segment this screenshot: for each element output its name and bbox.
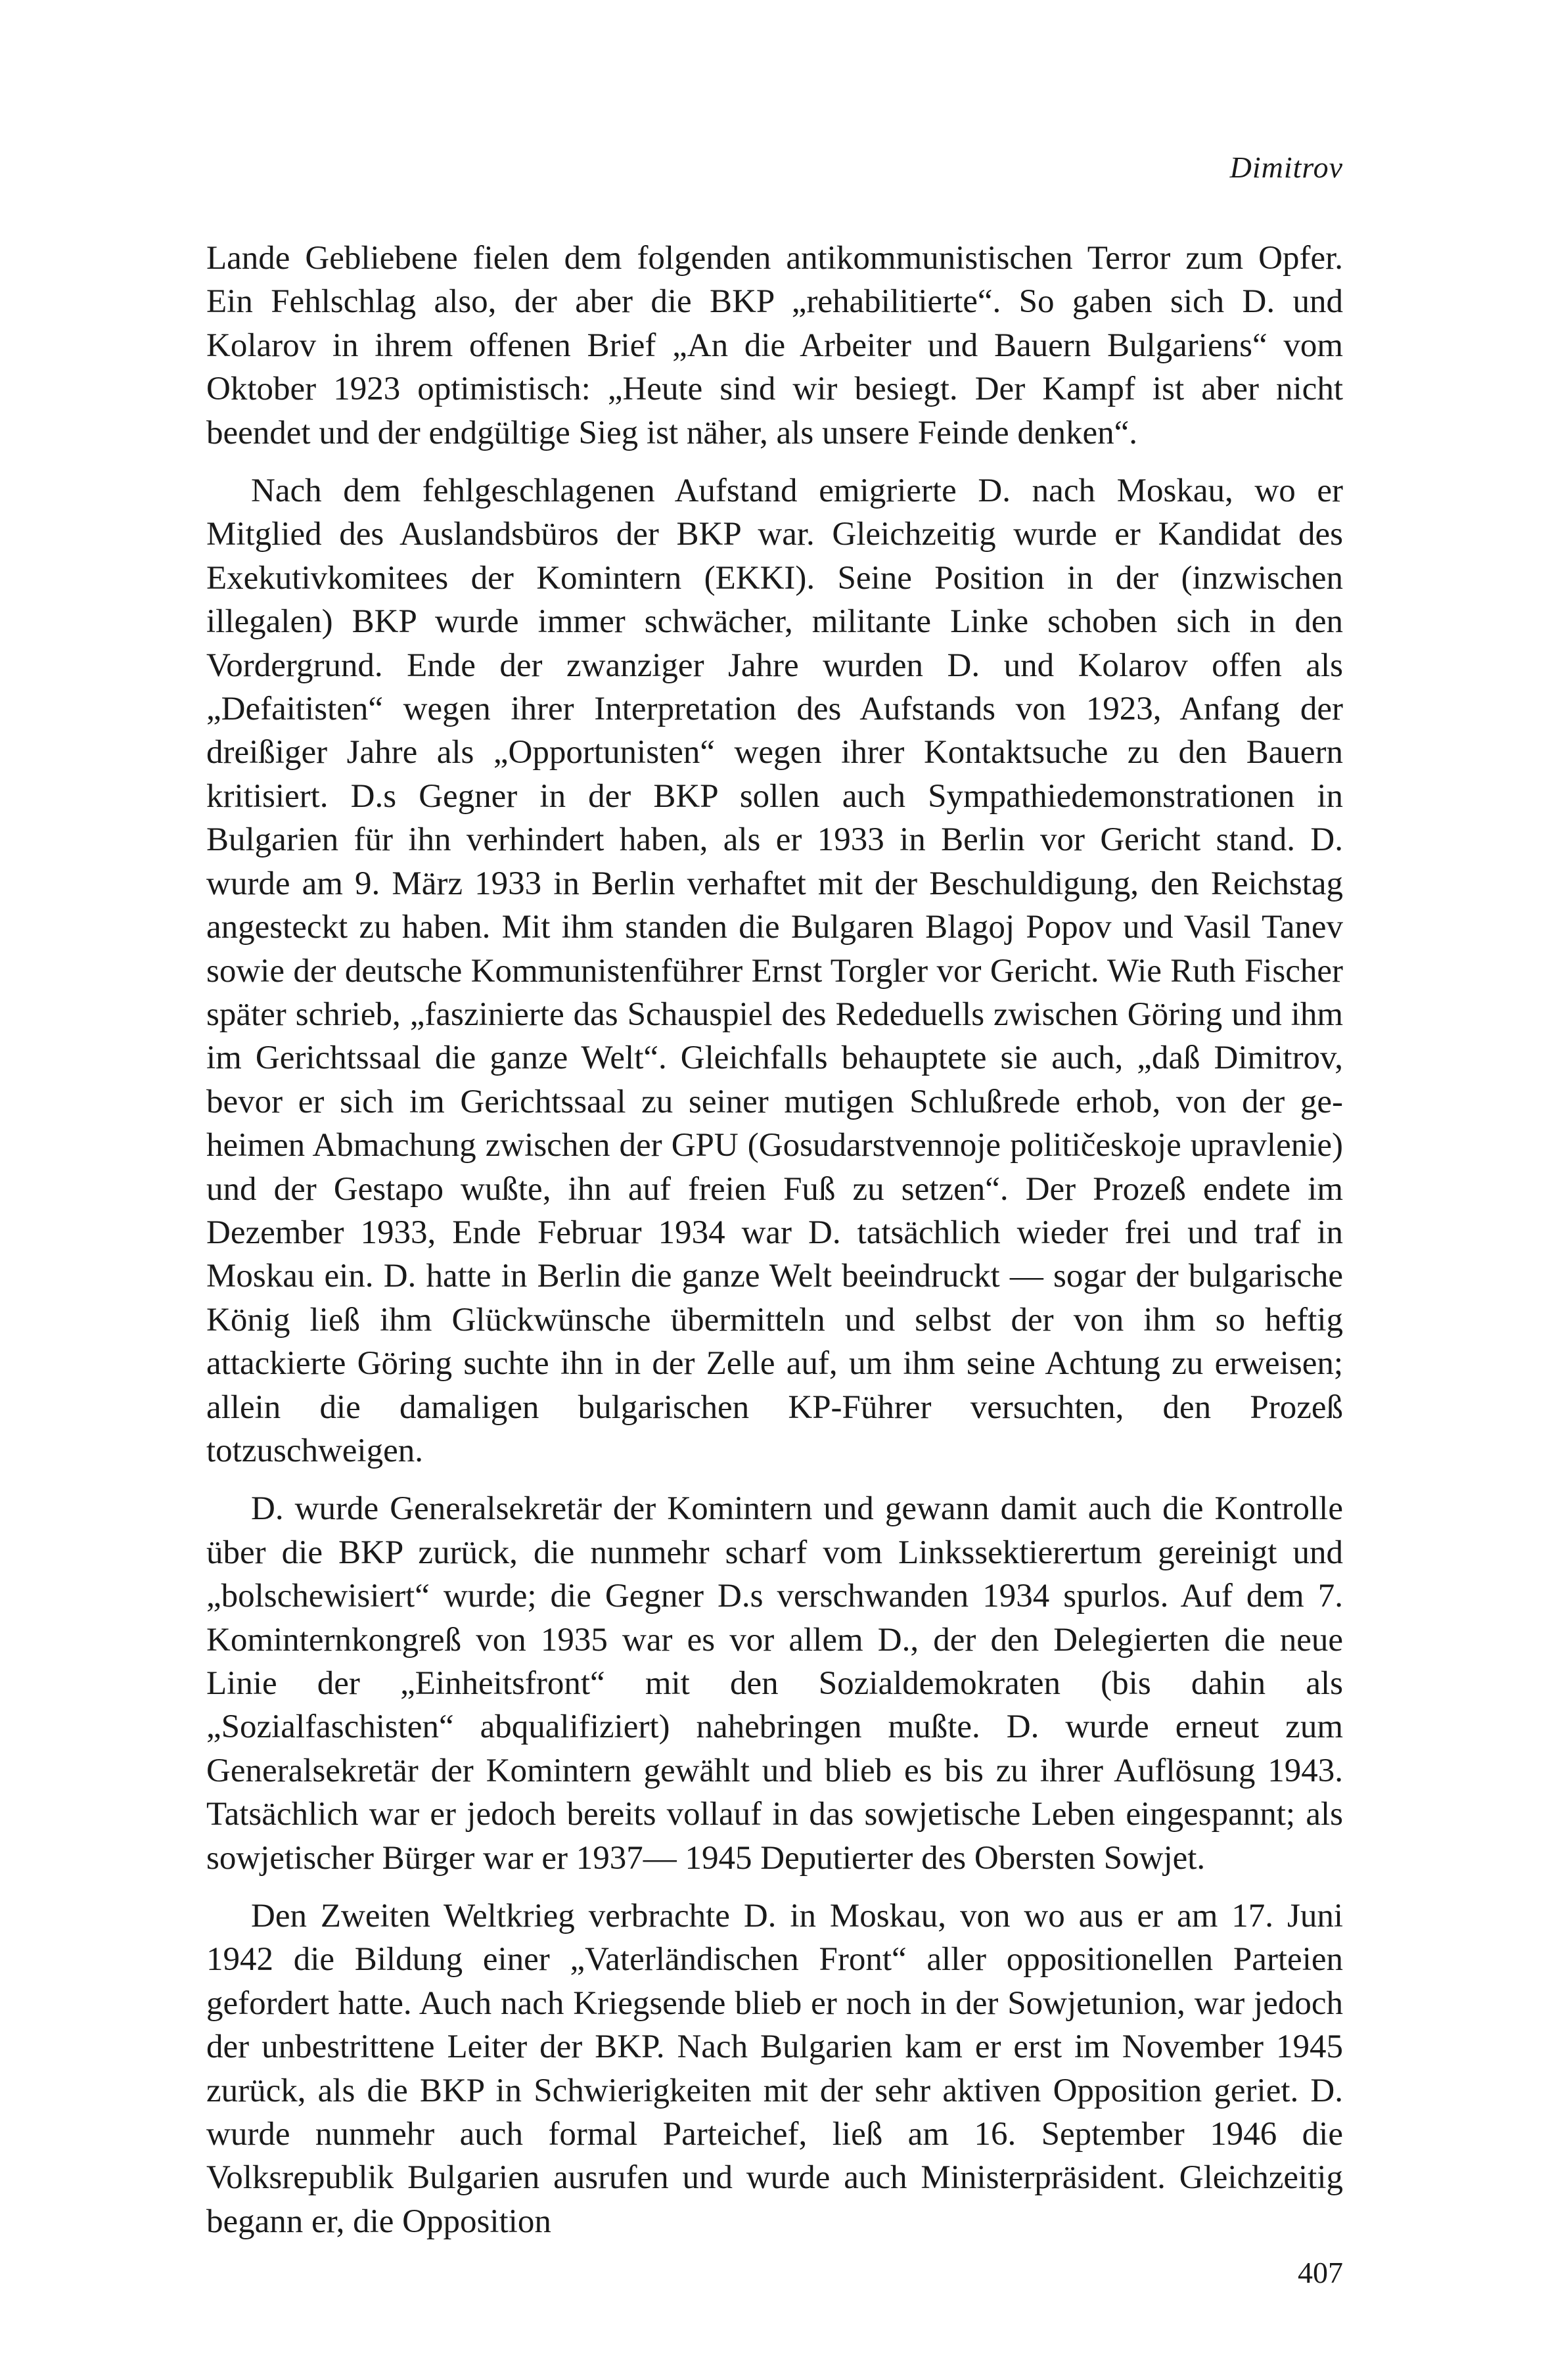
body-text: [206, 237, 1343, 2243]
paragraph-1: Lande Gebliebene fielen dem folgenden antikommunistischen Terror zum Opfer. Ein Fehlschlag also, der aber die BKP „rehabilitierte“. So gaben sich D. und Kolarov in ihrem offenen Brief „An die Arbeiter und Bauern Bulgariens“ vom Oktober 1923 optimistisch: „Heute sind wir besiegt. Der Kampf ist aber nicht beendet und der endgültige Sieg ist näher, als unsere Feinde denken“.: [206, 240, 1343, 451]
paragraph-2: Nach dem fehlgeschlagenen Aufstand emigrierte D. nach Moskau, wo er Mitglied des Auslandsbüros der BKP war. Gleichzeitig wurde er Kandidat des Exekutivkomitees der Komintern (EKKI). Seine Position in der (inzwischen illegalen) BKP wurde immer schwächer, militante Linke schoben sich in den Vordergrund. Ende der zwanziger Jahre wurden D. und Kolarov offen als „Defaitisten“ wegen ihrer Interpretation des Aufstands von 1923, Anfang der dreißiger Jahre als „Opportunisten“ wegen ihrer Kontaktsuche zu den Bauern kritisiert. D.s Gegner in der BKP sollen auch Sympathiedemonstrationen in Bulgarien für ihn verhindert haben, als er 1933 in Berlin vor Gericht stand. D. wurde am 9. März 1933 in Berlin verhaftet mit der Beschuldigung, den Reichstag angesteckt zu haben. Mit ihm standen die Bulgaren Blagoj Popov und Vasil Tanev sowie der deutsche Kommunistenführer Ernst Torgler vor Gericht. Wie Ruth Fischer später schrieb, „faszinierte das Schauspiel des Rededuells zwischen Göring und ihm im Gerichtssaal die ganze Welt“. Gleichfalls behauptete sie auch, „daß Dimitrov, bevor er sich im Gerichtssaal zu seiner mutigen Schlußrede erhob, von der geheimen Abmachung zwischen der GPU (Gosudarstvennoje političeskoje upravlenie) und der Gestapo wußte, ihn auf freien Fuß zu setzen“. Der Prozeß endete im Dezember 1933, Ende Februar 1934 war D. tatsächlich wieder frei und traf in Moskau ein. D. hatte in Berlin die ganze Welt beeindruckt — sogar der bulgarische König ließ ihm Glückwünsche übermitteln und selbst der von ihm so heftig attackierte Göring suchte ihn in der Zelle auf, um ihm seine Achtung zu erweisen; allein die damaligen bulgarischen KP-Führer versuchten, den Prozeß totzuschweigen.: [206, 472, 1343, 1469]
running-head: Dimitrov: [1229, 150, 1343, 184]
paragraph-3: D. wurde Generalsekretär der Komintern und gewann damit auch die Kontrolle über die BKP zurück, die nunmehr scharf vom Linkssektierertum gereinigt und „bolschewisiert“ wurde; die Gegner D.s verschwanden 1934 spurlos. Auf dem 7. Kominternkongreß von 1935 war es vor allem D., der den Delegierten die neue Linie der „Einheitsfront“ mit den Sozialdemokraten (bis dahin als „Sozialfaschisten“ abqualifiziert) nahebringen mußte. D. wurde erneut zum Generalsekretär der Komintern gewählt und blieb es bis zu ihrer Auflösung 1943. Tatsächlich war er jedoch bereits vollauf in das sowjetische Leben eingespannt; als sowjetischer Bürger war er 1937— 1945 Deputierter des Obersten Sowjet.: [206, 1490, 1343, 1877]
paragraph-4: Den Zweiten Weltkrieg verbrachte D. in Moskau, von wo aus er am 17. Juni 1942 die Bildung einer „Vaterländischen Front“ aller oppositionellen Parteien gefordert hatte. Auch nach Kriegsende blieb er noch in der Sowjetunion, war jedoch der unbestrittene Leiter der BKP. Nach Bulgarien kam er erst im November 1945 zurück, als die BKP in Schwierigkeiten mit der sehr aktiven Opposition geriet. D. wurde nunmehr auch formal Parteichef, ließ am 16. September 1946 die Volksrepublik Bulgarien ausrufen und wurde auch Ministerpräsident. Gleichzeitig begann er, die Opposition: [206, 1898, 1343, 2240]
page-number: 407: [1298, 2256, 1343, 2289]
